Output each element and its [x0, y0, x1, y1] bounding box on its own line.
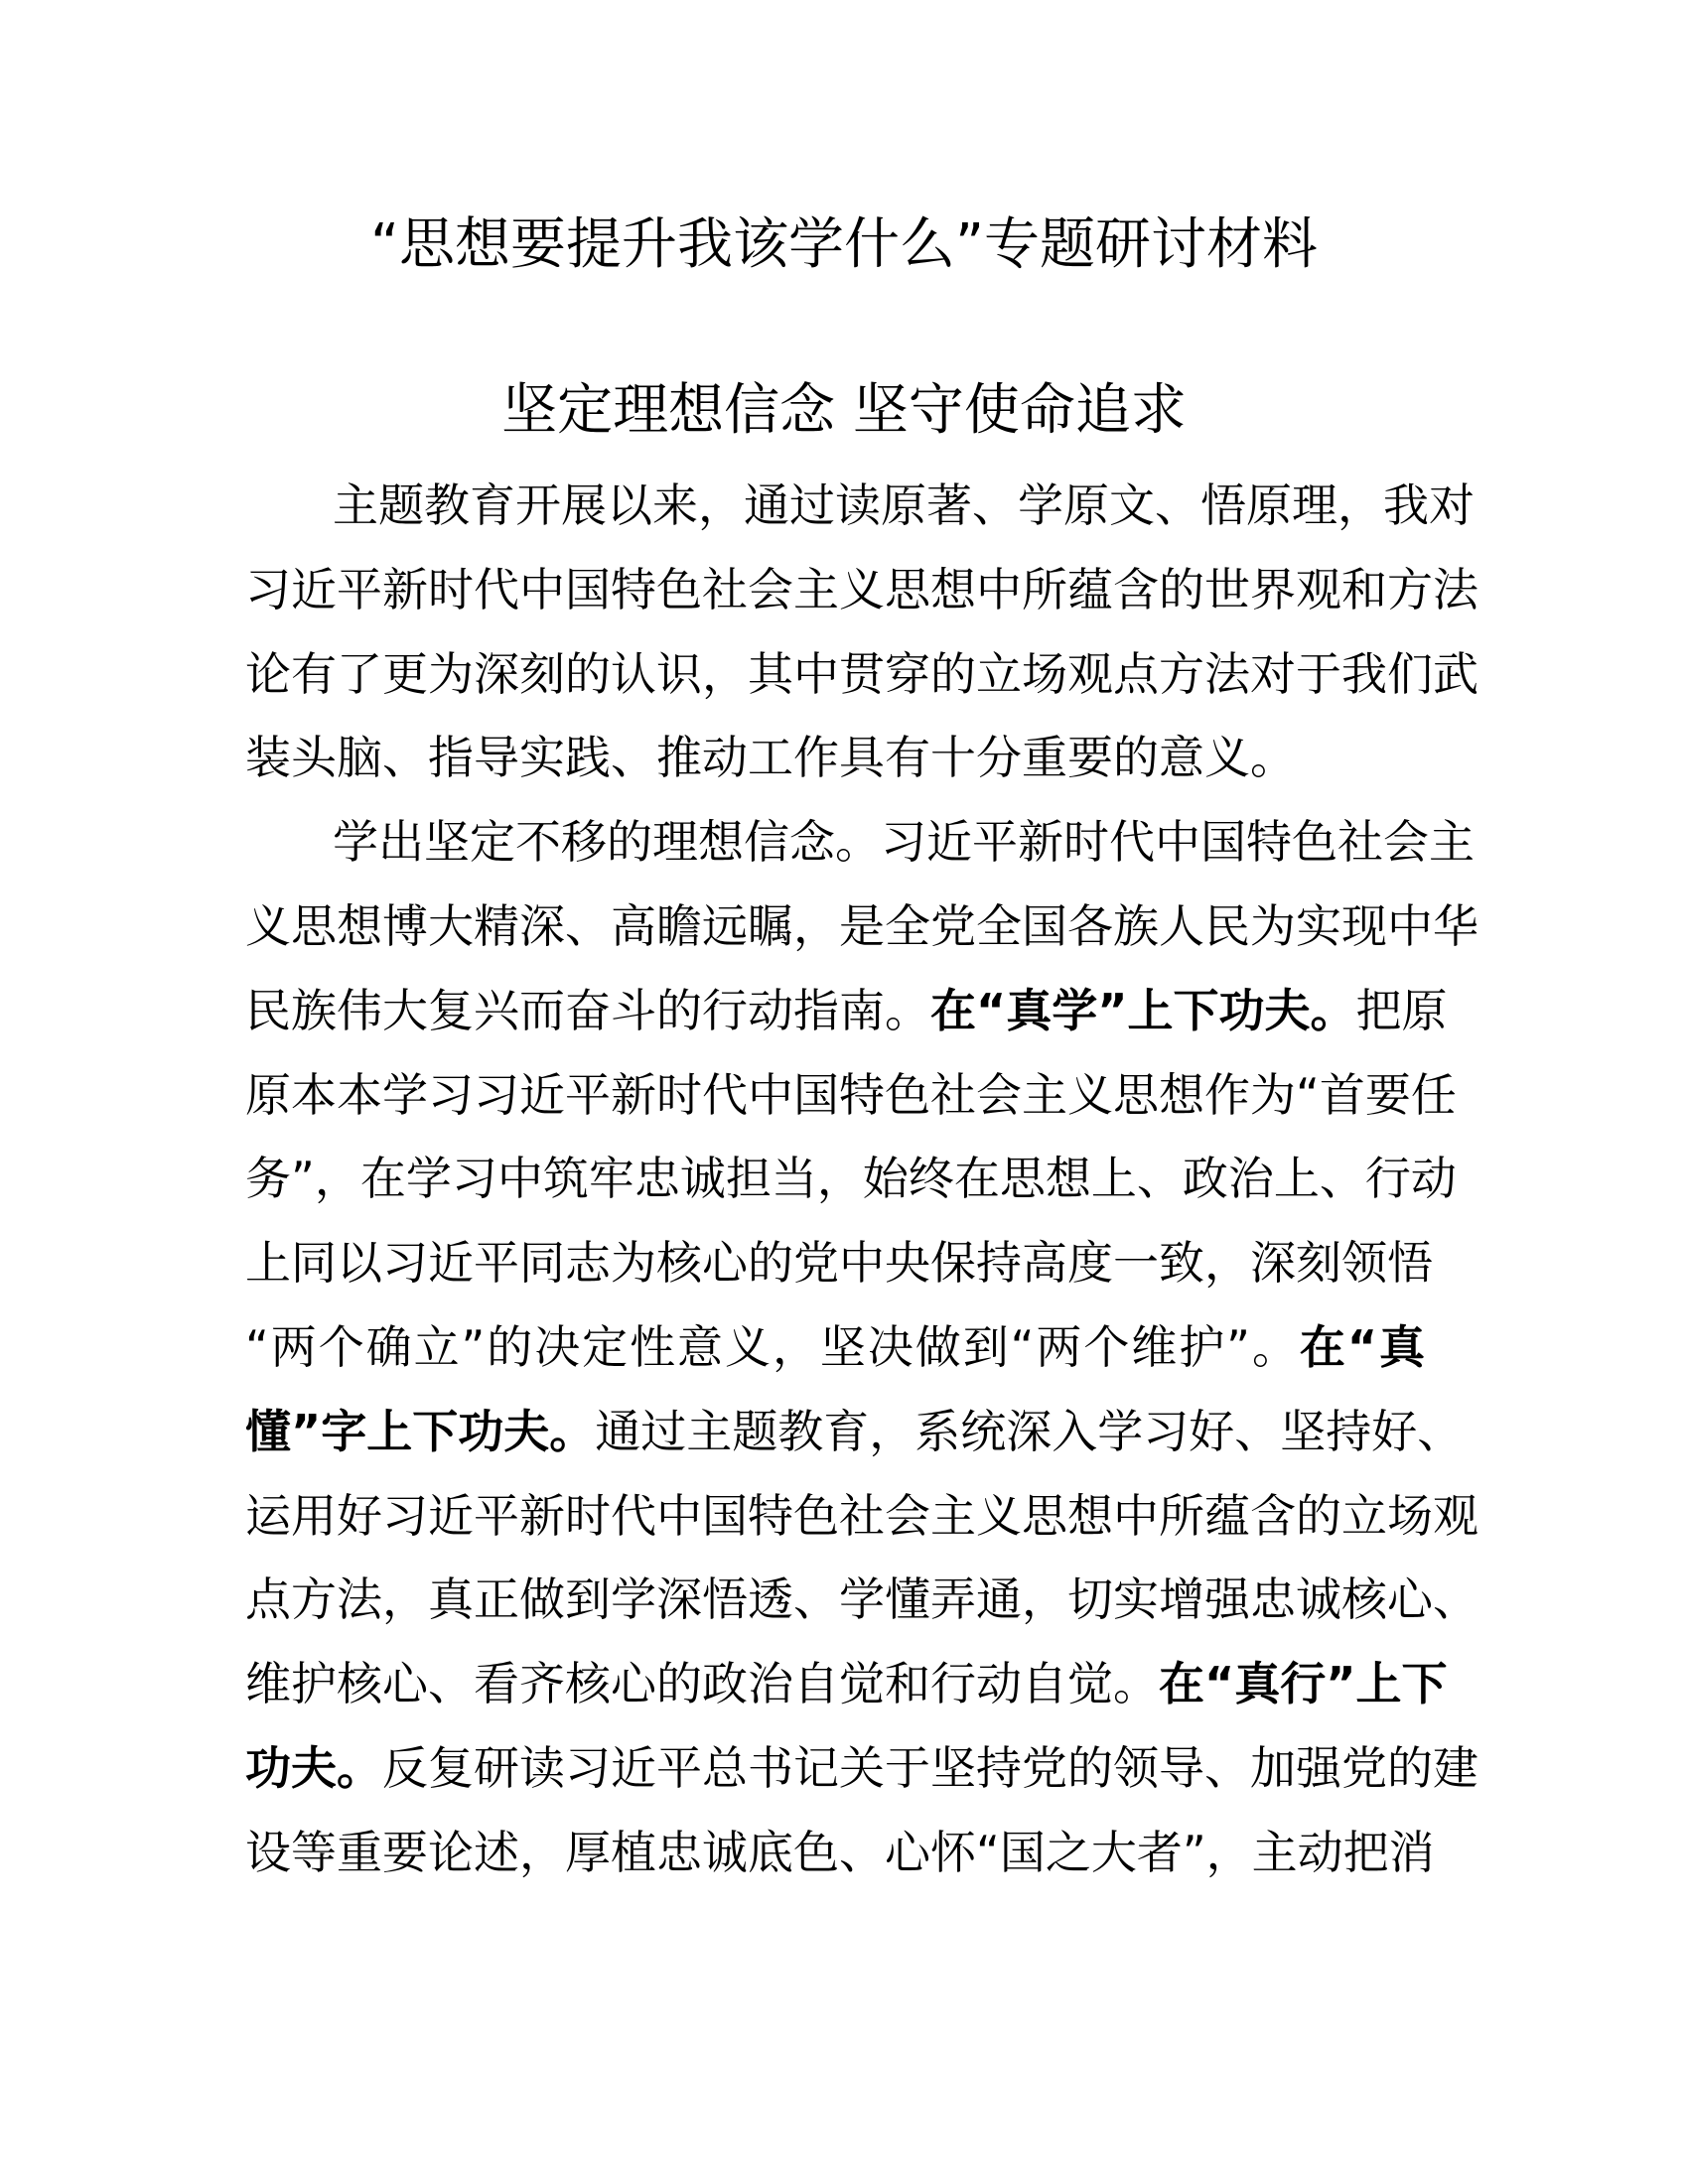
body-line: [245, 1811, 1435, 1895]
text-run: 维护核心、看齐核心的政治自觉和行动自觉。: [245, 1657, 1159, 1711]
document-title: “思想要提升我该学什么”专题研讨材料: [369, 212, 1319, 277]
text-run: 反复研读习近平总书记关于坚持党的领导、加强党的建: [382, 1740, 1478, 1795]
body-line: [245, 464, 1475, 548]
body-line: [245, 1642, 1448, 1726]
body-line: [245, 548, 1478, 632]
body-line: [245, 1474, 1478, 1559]
text-run: 民族伟大复兴而奋斗的行动指南。: [245, 983, 930, 1037]
text-run: 主题教育开展以来，通过读原著、学原文、悟原理，我对: [333, 478, 1475, 532]
body-line: [245, 716, 1425, 800]
text-run: 装头脑、指导实践、推动工作具有十分重要的意义。: [245, 731, 1296, 785]
body-line: [245, 1726, 1478, 1811]
text-run: 上同以习近平同志为核心的党中央保持高度一致，深刻领悟: [245, 1236, 1433, 1291]
text-run: “两个确立”的决定性意义，坚决做到“两个维护”。: [245, 1319, 1300, 1374]
text-run: 运用好习近平新时代中国特色社会主义思想中所蕴含的立场观: [245, 1488, 1478, 1543]
body-line: [245, 1558, 1478, 1642]
text-run: 原本本学习习近平新时代中国特色社会主义思想作为“首要任: [245, 1067, 1457, 1122]
text-run: 论有了更为深刻的认识，其中贯穿的立场观点方法对于我们武: [245, 646, 1478, 701]
document-subtitle: 坚定理想信念 坚守使命追求: [501, 378, 1187, 443]
body-line: [245, 1390, 1464, 1474]
body-line: [245, 885, 1478, 969]
text-run: 习近平新时代中国特色社会主义思想中所蕴含的世界观和方法: [245, 562, 1478, 616]
body-line: [245, 1305, 1425, 1390]
text-run: 通过主题教育，系统深入学习好、坚持好、: [595, 1404, 1464, 1458]
body-line: [245, 969, 1448, 1053]
body-line: [245, 1053, 1457, 1138]
document-body: [245, 464, 1478, 1895]
text-run: 点方法，真正做到学深悟透、学懂弄通，切实增强忠诚核心、: [245, 1572, 1478, 1627]
bold-heading-run: 在“真行”上下: [1159, 1657, 1448, 1711]
text-run: 把原: [1355, 983, 1448, 1037]
text-run: 设等重要论述，厚植忠诚底色、心怀“国之大者”，主动把消: [245, 1825, 1435, 1879]
bold-heading-run: 在“真: [1299, 1319, 1426, 1374]
text-run: 学出坚定不移的理想信念。习近平新时代中国特色社会主: [333, 815, 1475, 870]
body-line: [245, 1221, 1433, 1305]
body-line: [245, 632, 1478, 717]
bold-heading-run: 功夫。: [245, 1740, 382, 1795]
text-run: 务”，在学习中筑牢忠诚担当，始终在思想上、政治上、行动: [245, 1152, 1457, 1206]
body-line: [245, 800, 1475, 885]
text-run: 义思想博大精深、高瞻远瞩，是全党全国各族人民为实现中华: [245, 898, 1478, 953]
bold-heading-run: 在“真学”上下功夫。: [930, 983, 1356, 1037]
bold-heading-run: 懂”字上下功夫。: [245, 1404, 596, 1458]
body-line: [245, 1137, 1457, 1221]
